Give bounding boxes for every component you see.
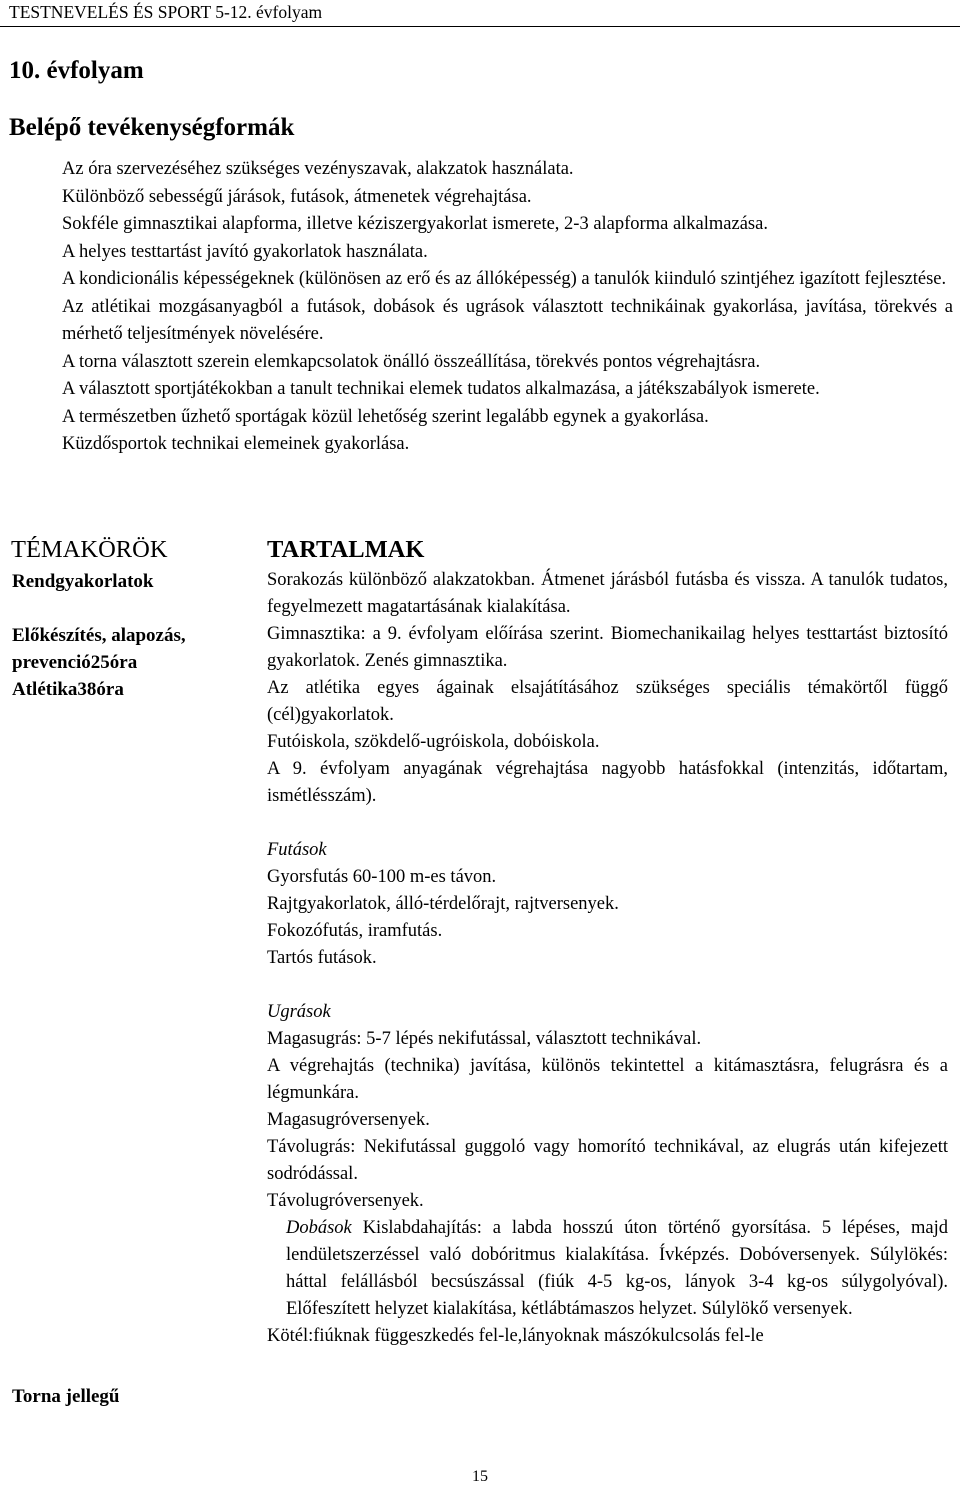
content-dobasok [267, 1215, 948, 1323]
subheading-ugrasok: Ugrások [267, 1002, 331, 1022]
spacer [267, 810, 948, 837]
topics-column-heading: TÉMAKÖRÖK [11, 536, 168, 563]
content-iskolak: Futóiskola, szökdelő-ugróiskola, dobóiskola. [267, 732, 600, 752]
subheading-futasok: Futások [267, 840, 327, 860]
content-dobasok-text: Kislabdahajítás: a labda hosszú úton történő gyorsítása. 5 lépéses, majd lendületszerzéssel való dobóritmus kialakítása. Ívképzés. Dobóversenyek. Súlylökés: háttal felállásból becsúszással (fiúk 4-5 kg-os, lányok 3-4 kg-os súlygolyóval). Előfeszített helyzet kialakítása, kétlábtámaszos helyzet. Súlylökő versenyek. [286, 1218, 948, 1319]
topic-elokeszites-line1: Előkészítés, alapozás, [12, 625, 186, 646]
topic-elokeszites-line2: prevenció25óra [12, 652, 138, 673]
header-divider [0, 26, 960, 27]
topic-torna: Torna jellegű [12, 1386, 120, 1407]
subheading-dobasok: Dobások [286, 1218, 352, 1238]
content-futas-item: Rajtgyakorlatok, álló-térdelőrajt, rajtversenyek. [267, 894, 619, 914]
content-torna-kotel: Kötél:fiúknak függeszkedés fel-le,lányoknak mászókulcsolás fel-le [267, 1326, 764, 1346]
content-futas-item: Gyorsfutás 60-100 m-es távon. [267, 867, 497, 887]
topic-atletika: Atlétika38óra [12, 679, 124, 700]
intro-item: A kondicionális képességeknek (különösen az erő és az állóképesség) a tanulók kiinduló szintjéhez igazított fejlesztése. [62, 269, 947, 289]
intro-item: Küzdősportok technikai elemeinek gyakorlása. [62, 434, 410, 454]
content-gimnasztika: Gimnasztika: a 9. évfolyam előírása szerint. Biomechanikailag helyes testtartást biztosító gyakorlatok. Zenés gimnasztika. [267, 624, 948, 671]
content-futas-item: Tartós futások. [267, 948, 377, 968]
content-ugras-item: A végrehajtás (technika) javítása, különös tekintettel a kitámasztásra, felugrásra és a légmunkára. [267, 1056, 948, 1103]
intro-item: Különböző sebességű járások, futások, átmenetek végrehajtása. [62, 186, 532, 207]
contents-column [267, 567, 948, 1350]
grade-title: 10. évfolyam [9, 57, 144, 84]
content-ugras-item: Magasugróversenyek. [267, 1110, 430, 1130]
spacer [267, 972, 948, 999]
page-number: 15 [472, 1468, 488, 1485]
contents-column-heading: TARTALMAK [267, 536, 425, 563]
content-ugras-item: Távolugróversenyek. [267, 1191, 424, 1211]
content-ugras-item: Magasugrás: 5-7 lépés nekifutással, választott technikával. [267, 1029, 702, 1049]
content-futas-item: Fokozófutás, iramfutás. [267, 921, 443, 941]
content-atletika-intro: Az atlétika egyes ágainak elsajátításához szükséges speciális témakörtől függő (cél)gyakorlatok. [267, 678, 948, 725]
intro-item: A helyes testtartást javító gyakorlatok használata. [62, 241, 428, 262]
intro-item: Az óra szervezéséhez szükséges vezényszavak, alakzatok használata. [62, 159, 574, 179]
content-9-evfolyam: A 9. évfolyam anyagának végrehajtása nagyobb hatásfokkal (intenzitás, időtartam, ismétlésszám). [267, 759, 948, 806]
intro-item: Sokféle gimnasztikai alapforma, illetve kéziszergyakorlat ismerete, 2-3 alapforma alkalmazása. [62, 214, 768, 234]
topic-rendgyakorlatok: Rendgyakorlatok [12, 571, 154, 592]
topic-elokeszites [12, 622, 252, 676]
intro-item: A természetben űzhető sportágak közül lehetőség szerint legalább egynek a gyakorlása. [62, 406, 709, 427]
intro-item: A torna választott szerein elemkapcsolatok önálló összeállítása, törekvés pontos végrehajtásra. [62, 351, 761, 372]
page-header: TESTNEVELÉS ÉS SPORT 5-12. évfolyam [9, 2, 323, 22]
intro-item: Az atlétikai mozgásanyagból a futások, dobások és ugrások választott technikáinak gyakorlása, javítása, törekvés a mérhető teljesítmények növelésére. [62, 296, 953, 344]
intro-heading: Belépő tevékenységformák [9, 114, 295, 141]
content-ugras-item: Távolugrás: Nekifutással guggoló vagy homorító technikával, az elugrás után kifejezett sodródással. [267, 1137, 948, 1184]
intro-item: A választott sportjátékokban a tanult technikai elemek tudatos alkalmazása, a játékszabályok ismerete. [62, 379, 820, 399]
content-rendgyakorlatok: Sorakozás különböző alakzatokban. Átmenet járásból futásba és vissza. A tanulók tudatos, fegyelmezett magatartásának kialakítása. [267, 570, 948, 617]
intro-list [62, 156, 953, 459]
